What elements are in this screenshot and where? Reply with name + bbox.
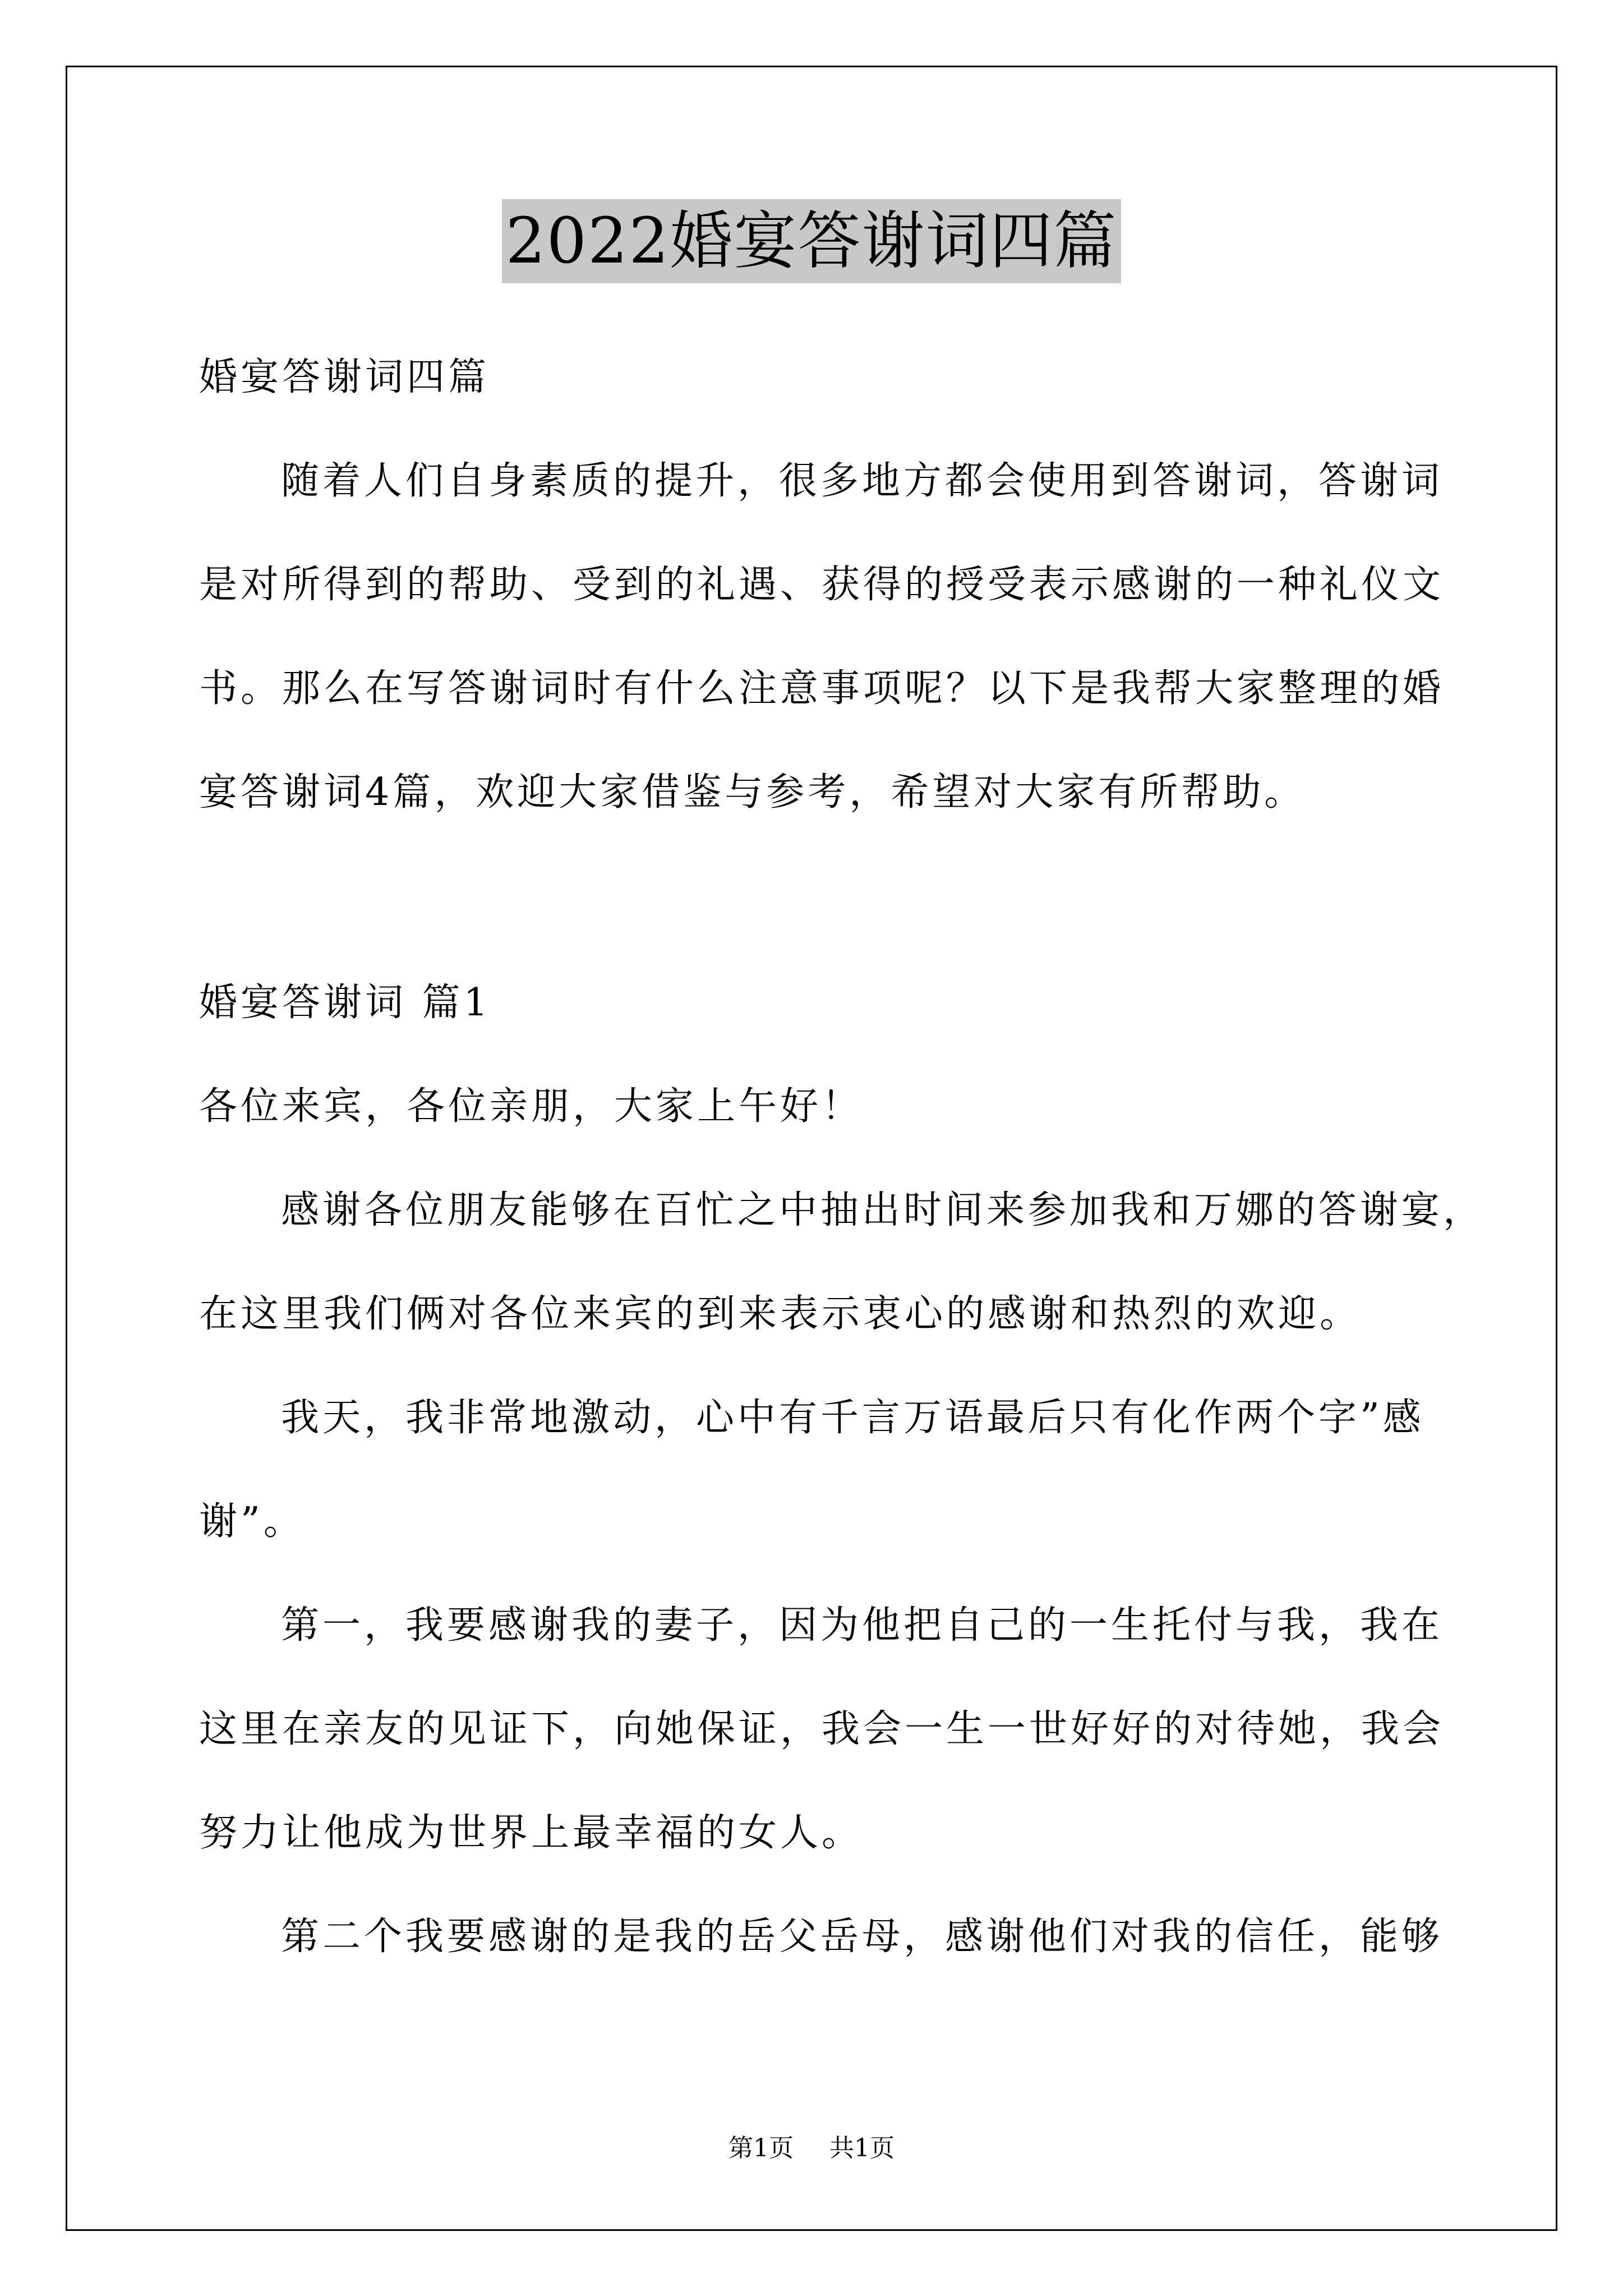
para1-line-2: 在这里我们俩对各位来宾的到来表示衷心的感谢和热烈的欢迎。 [199,1292,1362,1336]
para2-line-2: 谢”。 [199,1499,305,1544]
intro-line-3: 书。那么在写答谢词时有什么注意事项呢？以下是我帮大家整理的婚 [199,666,1445,711]
greeting-line: 各位来宾，各位亲朋，大家上午好！ [199,1084,864,1129]
page-number: 第1页 [728,2134,794,2162]
intro-line-1: 随着人们自身素质的提升，很多地方都会使用到答谢词，答谢词 [281,459,1444,503]
para4-line-1: 第二个我要感谢的是我的岳父岳母，感谢他们对我的信任，能够 [281,1915,1444,1959]
page-footer [0,2132,1623,2165]
intro-line-2: 是对所得到的帮助、受到的礼遇、获得的授受表示感谢的一种礼仪文 [199,563,1445,607]
section-heading: 婚宴答谢词 篇1 [199,981,491,1025]
para2-line-1: 我天，我非常地激动，心中有千言万语最后只有化作两个字”感 [281,1396,1424,1440]
document-title: 2022婚宴答谢词四篇 [502,199,1121,283]
subtitle: 婚宴答谢词四篇 [199,355,490,399]
page-total: 共1页 [829,2134,895,2162]
title-container [0,199,1623,283]
intro-line-4: 宴答谢词4篇，欢迎大家借鉴与参考，希望对大家有所帮助。 [199,770,1306,815]
para1-line-1: 感谢各位朋友能够在百忙之中抽出时间来参加我和万娜的答谢宴， [281,1188,1485,1232]
para3-line-3: 努力让他成为世界上最幸福的女人。 [199,1811,864,1855]
para3-line-2: 这里在亲友的见证下，向她保证，我会一生一世好好的对待她，我会 [199,1707,1445,1751]
para3-line-1: 第一，我要感谢我的妻子，因为他把自己的一生托付与我，我在 [281,1603,1444,1648]
